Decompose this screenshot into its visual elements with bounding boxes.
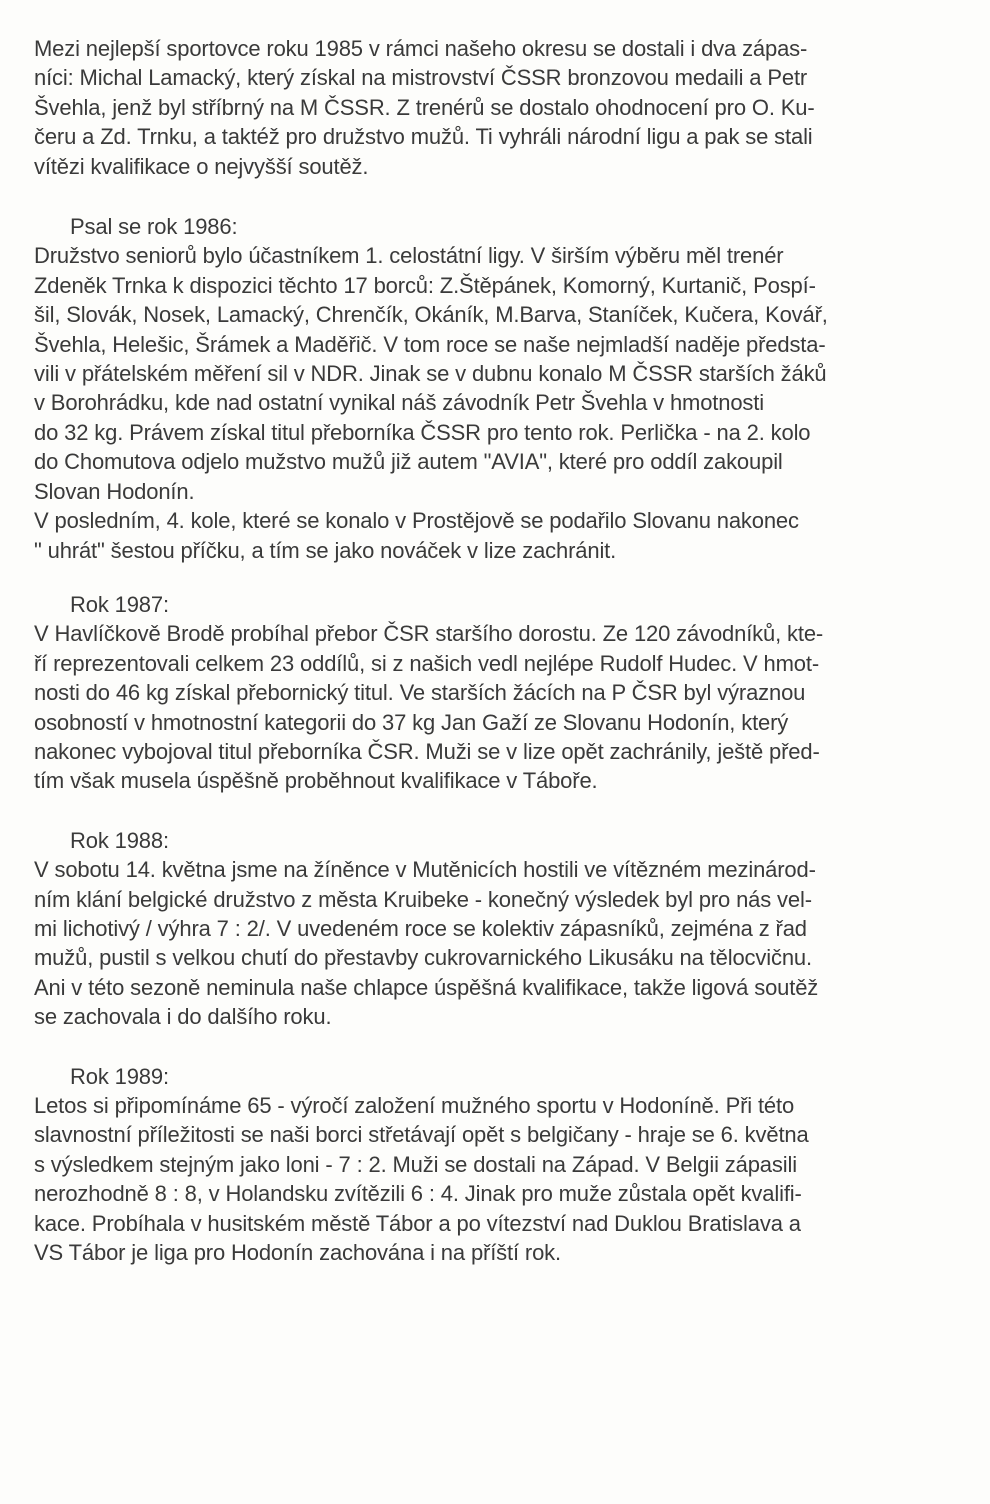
text-line: do Chomutova odjelo mužstvo mužů již autem "AVIA", které pro oddíl zakoupil — [34, 449, 783, 475]
section-paragraph — [34, 619, 960, 795]
text-line: nerozhodně 8 : 8, v Holandsku zvítězili 6 : 4. Jinak pro muže zůstala opět kvalifi- — [34, 1181, 802, 1207]
text-line: níci: Michal Lamacký, který získal na mistrovství ČSSR bronzovou medaili a Petr — [34, 65, 808, 91]
text-line: VS Tábor je liga pro Hodonín zachována i na příští rok. — [34, 1240, 561, 1266]
text-line: Švehla, Helešic, Šrámek a Maděřič. V tom roce se naše nejmladší naděje předsta- — [34, 331, 826, 357]
text-line: šil, Slovák, Nosek, Lamacký, Chrenčík, Okáník, M.Barva, Staníček, Kučera, Kovář, — [34, 302, 828, 328]
text-line: osobností v hmotnostní kategorii do 37 kg Jan Gaží ze Slovanu Hodonín, který — [34, 709, 789, 735]
text-line: s výsledkem stejným jako loni - 7 : 2. Muži se dostali na Západ. V Belgii zápasili — [34, 1151, 797, 1177]
section-paragraph — [34, 1091, 960, 1267]
text-line: tím však musela úspěšně proběhnout kvalifikace v Táboře. — [34, 768, 598, 794]
section-1986 — [34, 212, 960, 565]
text-line: ním klání belgické družstvo z města Kruibeke - konečný výsledek byl pro nás vel- — [34, 886, 812, 912]
section-1988 — [34, 826, 960, 1032]
intro-paragraph — [34, 34, 960, 181]
text-line: Zdeněk Trnka k dispozici těchto 17 borců: Z.Štěpánek, Komorný, Kurtanič, Pospí- — [34, 272, 816, 298]
text-line: slavnostní příležitosti se naši borci střetávají opět s belgičany - hraje se 6. května — [34, 1122, 809, 1148]
text-line: Letos si připomínáme 65 - výročí založení mužného sportu v Hodoníně. Při této — [34, 1093, 795, 1118]
text-line: Ani v této sezoně neminula naše chlapce úspěšná kvalifikace, takže ligová soutěž — [34, 974, 819, 1000]
text-line: ří reprezentovali celkem 23 oddílů, si z našich vedl nejlépe Rudolf Hudec. V hmot- — [34, 650, 819, 676]
text-line: Slovan Hodonín. — [34, 478, 195, 504]
text-line: V Havlíčkově Brodě probíhal přebor ČSR staršího dorostu. Ze 120 závodníků, kte- — [34, 621, 824, 647]
text-line: Družstvo seniorů bylo účastníkem 1. celostátní ligy. V širším výběru měl trenér — [34, 243, 784, 269]
text-line: V sobotu 14. května jsme na žíněnce v Mutěnicích hostili ve vítězném mezinárod- — [34, 857, 816, 883]
section-heading: Rok 1987: — [70, 591, 169, 617]
text-line: vili v přátelském měření sil v NDR. Jinak se v dubnu konalo M ČSSR starších žáků — [34, 361, 827, 387]
section-heading: Psal se rok 1986: — [70, 214, 238, 240]
text-line: mužů, pustil s velkou chutí do přestavby cukrovarnického Likusáku na tělocvičnu. — [34, 945, 812, 971]
text-line: čeru a Zd. Trnku, a taktéž pro družstvo mužů. Ti vyhráli národní ligu a pak se stali — [34, 124, 813, 150]
section-paragraph — [34, 855, 960, 1031]
text-line: vítězi kvalifikace o nejvyšší soutěž. — [34, 153, 369, 179]
section-heading: Rok 1988: — [70, 827, 169, 853]
text-line: mi lichotivý / výhra 7 : 2/. V uvedeném roce se kolektiv zápasníků, zejména z řad — [34, 915, 807, 941]
text-line: V posledním, 4. kole, které se konalo v Prostějově se podařilo Slovanu nakonec — [34, 508, 799, 534]
text-line: kace. Probíhala v husitském městě Tábor a po vítezství nad Duklou Bratislava a — [34, 1210, 801, 1236]
section-1987 — [34, 590, 960, 796]
text-line: do 32 kg. Právem získal titul přeborníka ČSSR pro tento rok. Perlička - na 2. kolo — [34, 419, 811, 445]
text-line: v Borohrádku, kde nad ostatní vynikal náš závodník Petr Švehla v hmotnosti — [34, 390, 764, 416]
text-line: nosti do 46 kg získal přebornický titul. Ve starších žácích na P ČSR byl výraznou — [34, 680, 806, 706]
text-line: " uhrát" šestou příčku, a tím se jako nováček v lize zachránit. — [34, 537, 617, 563]
section-1989 — [34, 1062, 960, 1268]
text-line: nakonec vybojoval titul přeborníka ČSR. Muži se v lize opět zachránily, ještě před- — [34, 738, 820, 764]
text-line: Mezi nejlepší sportovce roku 1985 v rámci našeho okresu se dostali i dva zápas- — [34, 36, 808, 61]
section-paragraph — [34, 241, 960, 564]
text-line: se zachovala i do dalšího roku. — [34, 1004, 332, 1030]
text-line: Švehla, jenž byl stříbrný na M ČSSR. Z trenérů se dostalo ohodnocení pro O. Ku- — [34, 94, 815, 120]
section-heading: Rok 1989: — [70, 1063, 169, 1089]
